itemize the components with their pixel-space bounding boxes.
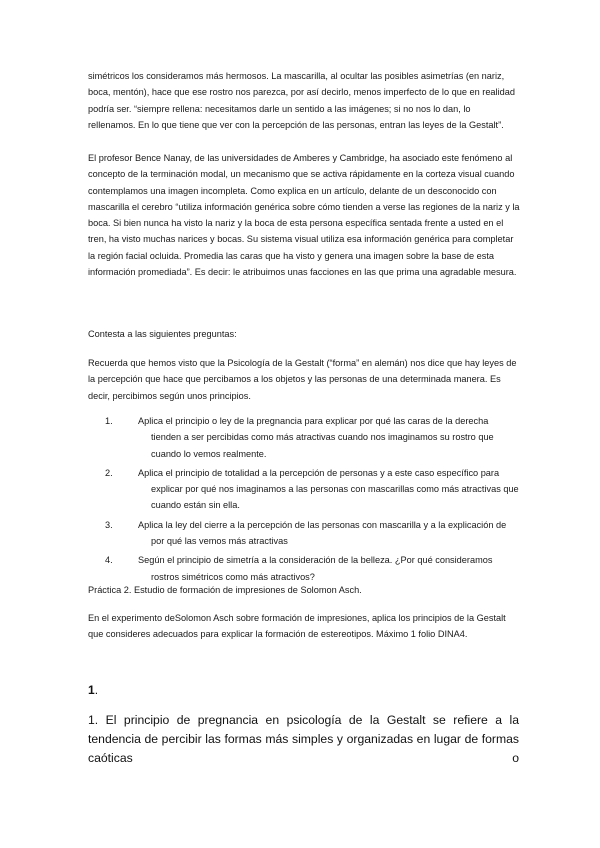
question-text: Aplica el principio o ley de la pregnancia para explicar por qué las caras de la derecha tienden a ser percibidas como más atractivas cuando nos imaginamos su rostro que cuando lo vemos realmente. <box>138 416 494 459</box>
question-number: 3. <box>105 519 113 530</box>
paragraph-answer: 1. El principio de pregnancia en psicología de la Gestalt se refiere a la tendencia de percibir las formas más simples y organizadas en lugar de formas caóticas o <box>88 713 519 765</box>
list-item <box>88 517 520 550</box>
list-item <box>88 465 520 514</box>
question-text: Aplica la ley del cierre a la percepción de las personas con mascarilla y a la explicación de por qué las vemos más atractivas <box>138 519 507 547</box>
paragraph-nanay: El profesor Bence Nanay, de las universidades de Amberes y Cambridge, ha asociado este fenómeno al concepto de la terminación modal, un mecanismo que se activa rápidamente en la corteza visual cuando contemplamos una imagen incompleta. Como explica en un artículo, delante de un desconocido con mascarilla el cerebro “utiliza información genérica sobre cómo tienden a verse las regiones de la nariz y la boca. Si bien nunca ha visto la nariz y la boca de esta persona específica sentada frente a usted en el tren, ha visto muchas narices y bocas. Su sistema visual utiliza esa información genérica para completar la región facial ocluida. Promedia las caras que ha visto y genera una imagen sobre la base de esta información promediada”. Es decir: le atribuimos unas facciones en las que prima una agradable mesura. <box>88 153 520 278</box>
paragraph-gestalt-intro: Recuerda que hemos visto que la Psicología de la Gestalt (“forma” en alemán) nos dice que hay leyes de la percepción que hace que percibamos a los objetos y las personas de una determinada manera. Es decir, percibimos según unos principios. <box>88 358 517 401</box>
questions-intro: Contesta a las siguientes preguntas: <box>88 329 237 339</box>
list-item <box>88 552 520 585</box>
paragraph-asch-task: En el experimento deSolomon Asch sobre formación de impresiones, aplica los principios de la Gestalt que consideres adecuados para explicar la formación de estereotipos. Máximo 1 folio DINA4. <box>88 613 506 640</box>
list-item <box>88 413 520 462</box>
answer-heading <box>88 683 98 697</box>
question-text: Aplica el principio de totalidad a la percepción de personas y a este caso específico para explicar por qué nos imaginamos a las personas con mascarillas como más atractivas que cuando están sin ella. <box>138 467 519 511</box>
paragraph-intro-continued: simétricos los consideramos más hermosos. La mascarilla, al ocultar las posibles asimetrías (en nariz, boca, mentón), hace que ese rostro nos parezca, por así decirlo, menos imperfecto de lo que en realidad podría ser. “siempre rellena: necesitamos darle un sentido a las imágenes; si no nos lo dan, lo rellenamos. En lo que tiene que ver con la percepción de las personas, entran las leyes de la Gestalt”. <box>88 71 515 130</box>
practice-title: Práctica 2. Estudio de formación de impresiones de Solomon Asch. <box>88 585 362 595</box>
question-text: Según el principio de simetría a la consideración de la belleza. ¿Por qué consideramos rostros simétricos como más atractivos? <box>138 555 493 582</box>
answer-heading-dot: . <box>94 683 99 697</box>
questions-list <box>88 413 520 588</box>
answer-heading-number: 1 <box>88 683 95 697</box>
question-number: 4. <box>105 555 113 566</box>
question-number: 2. <box>105 467 113 478</box>
question-number: 1. <box>105 416 113 426</box>
